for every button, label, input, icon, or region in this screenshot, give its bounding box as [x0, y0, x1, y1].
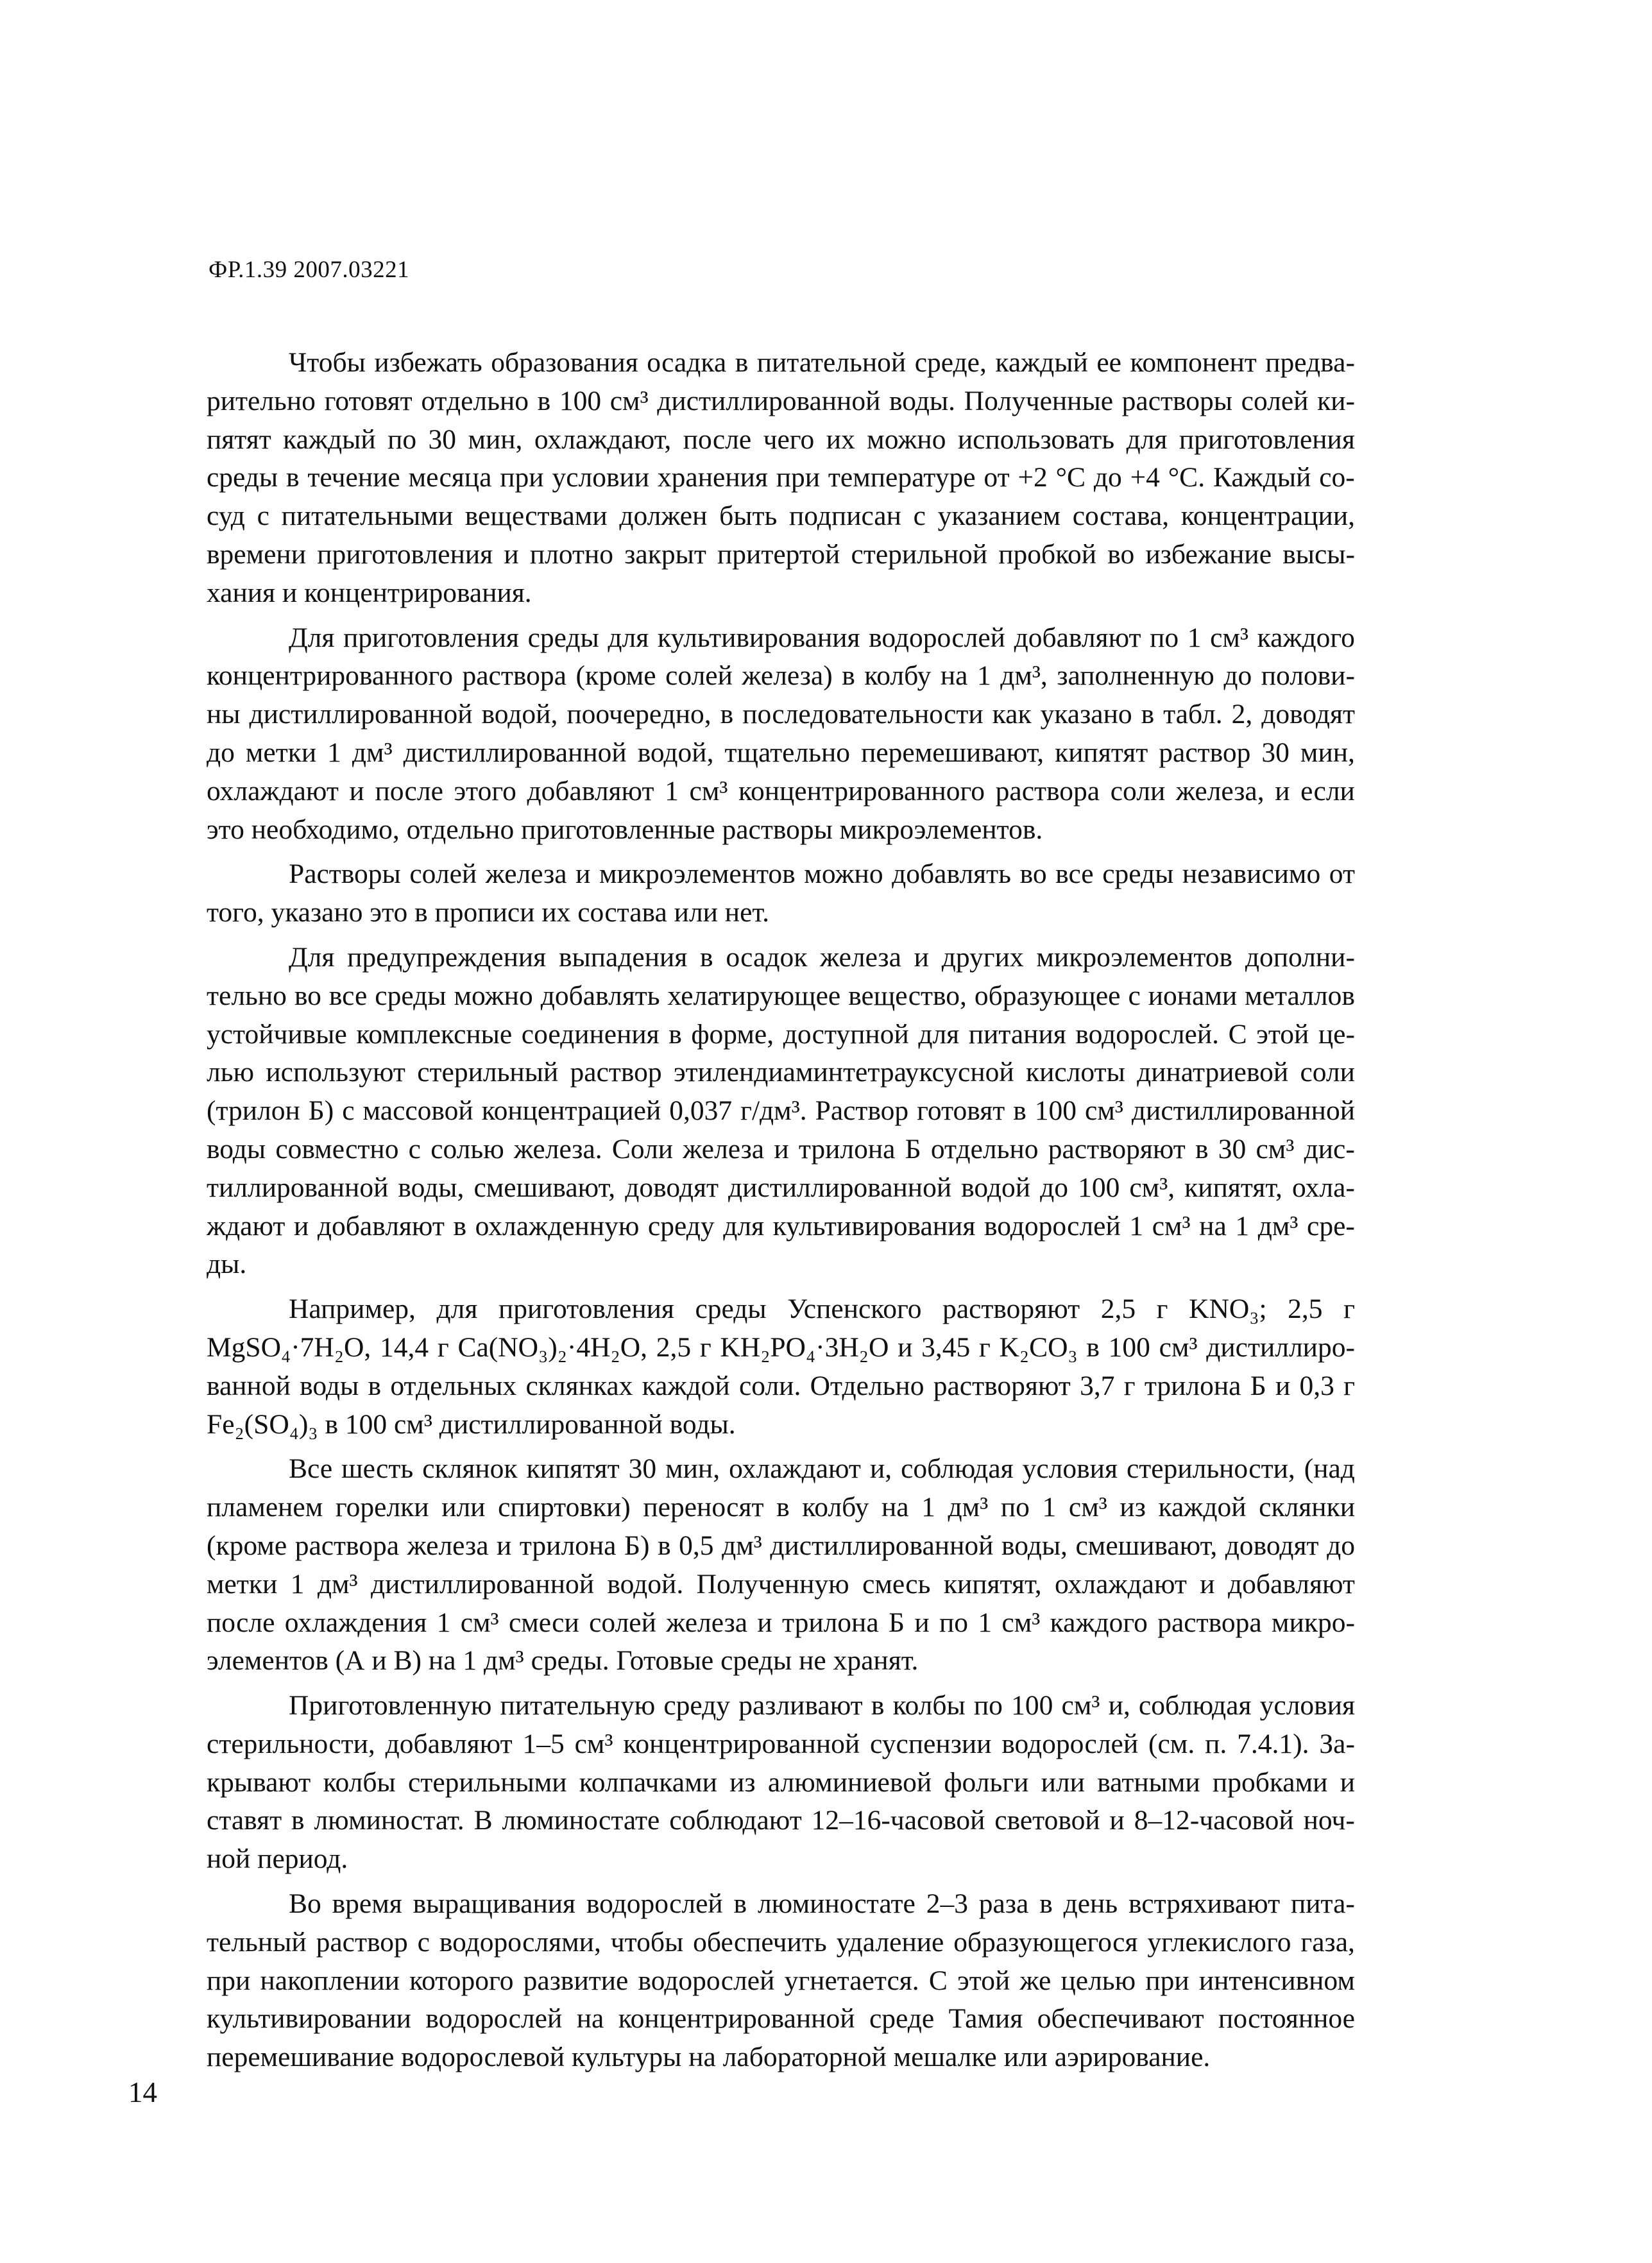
text-line: Все шесть склянок кипятят 30 мин, охлаждают и, соблюдая условия стерильности, (над — [289, 1453, 1355, 1485]
paragraph — [207, 855, 1355, 932]
text-line: воды совместно с солью железа. Соли железа и трилона Б отдельно растворяют в 30 см³ дис- — [207, 1133, 1355, 1165]
text-line: Fe₂(SO₄)₃ в 100 см³ дистиллированной воды. — [207, 1408, 736, 1440]
text-line: ды. — [207, 1249, 247, 1280]
text-line: это необходимо, отдельно приготовленные растворы микроэлементов. — [207, 814, 1043, 845]
text-line: ванной воды в отдельных склянках каждой соли. Отдельно растворяют 3,7 г трилона Б и 0,3 г — [207, 1370, 1355, 1401]
document-code: ФР.1.39 2007.03221 — [209, 257, 410, 283]
text-line: после охлаждения 1 см³ смеси солей железа и трилона Б и по 1 см³ каждого раствора микро- — [207, 1607, 1355, 1638]
text-line: хания и концентрирования. — [207, 577, 532, 608]
text-line: времени приготовления и плотно закрыт притертой стерильной пробкой во избежание высы- — [207, 538, 1355, 570]
text-line: до метки 1 дм³ дистиллированной водой, тщательно перемешивают, кипятят раствор 30 мин, — [207, 737, 1355, 768]
text-line: Для предупреждения выпадения в осадок железа и других микроэлементов дополни- — [289, 941, 1355, 973]
text-line: концентрированного раствора (кроме солей железа) в колбу на 1 дм³, заполненную до полови- — [207, 660, 1355, 692]
text-line: перемешивание водорослевой культуры на лабораторной мешалке или аэрирование. — [207, 2042, 1211, 2073]
text-line: (трилон Б) с массовой концентрацией 0,037 г/дм³. Раствор готовят в 100 см³ дистиллированной — [207, 1095, 1355, 1127]
text-line: MgSO₄·7H₂O, 14,4 г Ca(NO₃)₂·4H₂O, 2,5 г KH₂PO₄·3H₂O и 3,45 г K₂CO₃ в 100 см³ дистиллиро- — [207, 1331, 1355, 1363]
text-line: рительно готовят отдельно в 100 см³ дистиллированной воды. Полученные растворы солей ки- — [207, 385, 1355, 416]
paragraph — [207, 939, 1355, 1284]
text-line: ной период. — [207, 1843, 348, 1875]
text-line: элементов (А и В) на 1 дм³ среды. Готовые среды не хранят. — [207, 1645, 919, 1677]
text-line: Растворы солей железа и микроэлементов можно добавлять во все среды независимо от — [289, 858, 1355, 890]
text-line: Во время выращивания водорослей в люминостате 2–3 раза в день встряхивают пита- — [289, 1888, 1355, 1920]
text-line: Чтобы избежать образования осадка в питательной среде, каждый ее компонент предва- — [289, 347, 1355, 378]
text-line: ны дистиллированной водой, поочередно, в последовательности как указано в табл. 2, доводят — [207, 699, 1355, 730]
text-line: крывают колбы стерильными колпачками из алюминиевой фольги или ватными пробками и — [207, 1766, 1355, 1798]
text-line: Для приготовления среды для культивирования водорослей добавляют по 1 см³ каждого — [289, 622, 1355, 653]
text-line: суд с питательными веществами должен быть подписан с указанием состава, концентрации, — [207, 500, 1355, 532]
paragraph — [207, 1450, 1355, 1680]
paragraph — [207, 619, 1355, 850]
text-line: пламенем горелки или спиртовки) переносят в колбу на 1 дм³ по 1 см³ из каждой склянки — [207, 1492, 1355, 1523]
text-line: ставят в люминостат. В люминостате соблюдают 12–16-часовой световой и 8–12-часовой ноч- — [207, 1805, 1355, 1836]
text-line: Например, для приготовления среды Успенского растворяют 2,5 г KNO₃; 2,5 г — [289, 1294, 1355, 1325]
text-line: устойчивые комплексные соединения в форме, доступной для питания водорослей. С этой це- — [207, 1018, 1355, 1050]
text-line: того, указано это в прописи их состава или нет. — [207, 897, 770, 928]
text-line: ждают и добавляют в охлажденную среду для культивирования водорослей 1 см³ на 1 дм³ сре- — [207, 1210, 1355, 1242]
paragraph — [207, 1885, 1355, 2077]
text-line: культивировании водорослей на концентрированной среде Тамия обеспечивают постоянное — [207, 2003, 1355, 2035]
text-line: пятят каждый по 30 мин, охлаждают, после чего их можно использовать для приготовления — [207, 423, 1355, 455]
text-line: лью используют стерильный раствор этилендиаминтетрауксусной кислоты динатриевой соли — [207, 1057, 1355, 1088]
paragraph — [207, 344, 1355, 613]
page-number: 14 — [128, 2076, 157, 2108]
paragraph — [207, 1290, 1355, 1444]
text-line: стерильности, добавляют 1–5 см³ концентрированной суспензии водорослей (см. п. 7.4.1). За- — [207, 1728, 1355, 1759]
text-line: среды в течение месяца при условии хранения при температуре от +2 °С до +4 °С. Каждый со- — [207, 462, 1355, 493]
body-text — [207, 344, 1355, 2077]
text-line: тиллированной воды, смешивают, доводят дистиллированной водой до 100 см³, кипятят, охла- — [207, 1172, 1355, 1203]
text-line: (кроме раствора железа и трилона Б) в 0,5 дм³ дистиллированной воды, смешивают, доводят до — [207, 1530, 1355, 1561]
paragraph — [207, 1687, 1355, 1879]
text-line: Приготовленную питательную среду разливают в колбы по 100 см³ и, соблюдая условия — [289, 1690, 1355, 1721]
text-line: тельный раствор с водорослями, чтобы обеспечить удаление образующегося углекислого газа, — [207, 1926, 1355, 1958]
text-line: метки 1 дм³ дистиллированной водой. Полученную смесь кипятят, охлаждают и добавляют — [207, 1568, 1355, 1600]
text-line: при накоплении которого развитие водорослей угнетается. С этой же целью при интенсивном — [207, 1965, 1355, 1996]
text-line: охлаждают и после этого добавляют 1 см³ концентрированного раствора соли железа, и если — [207, 775, 1355, 807]
text-line: тельно во все среды можно добавлять хелатирующее вещество, образующее с ионами металлов — [207, 980, 1355, 1011]
